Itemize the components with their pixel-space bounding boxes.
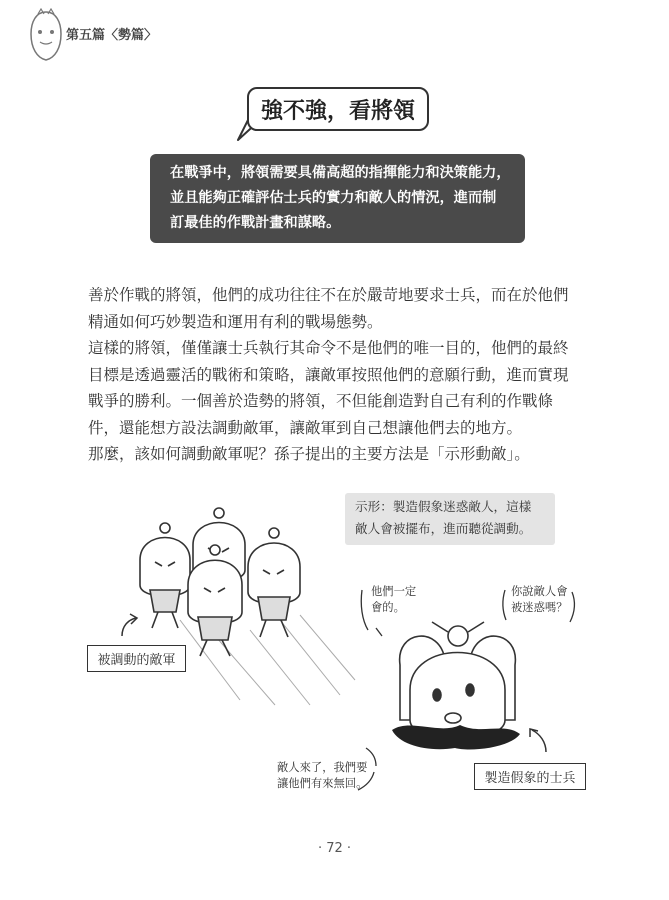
intro-box: [150, 154, 525, 243]
tip-box: [345, 493, 555, 545]
speech-line: 你說敵人會: [511, 585, 568, 598]
body-line: 目標是透過靈活的戰術和策略，讓敵軍按照他們的意願行動，進而實現: [88, 365, 569, 384]
speech-line: 他們一定: [371, 585, 417, 598]
fake-soldier-label: 製造假象的士兵: [474, 763, 586, 790]
tip-line: 示形：製造假象迷惑敵人，這樣: [355, 499, 532, 514]
tip-line: 敵人會被擺布，進而聽從調動。: [355, 521, 532, 536]
intro-line: 並且能夠正確評估士兵的實力和敵人的情況，進而制: [170, 190, 497, 206]
speech-text: [371, 584, 416, 616]
page-number: · 72 ·: [317, 841, 352, 856]
speech-text: [277, 760, 367, 792]
body-text: [88, 282, 588, 468]
body-line: 那麼，該如何調動敵軍呢？孫子提出的主要方法是「示形動敵」。: [88, 445, 530, 463]
body-line: 精通如何巧妙製造和運用有利的戰場態勢。: [88, 312, 383, 331]
body-line: 這樣的將領，僅僅讓士兵執行其命令不是他們的唯一目的，他們的最終: [88, 339, 569, 357]
enemy-label: 被調動的敵軍: [87, 645, 186, 672]
body-line: 戰爭的勝利。一個善於造勢的將領，不但能創造對自己有利的作戰條: [88, 392, 554, 410]
intro-line: 訂最佳的作戰計畫和謀略。: [170, 215, 341, 231]
speech-line: 會的。: [371, 601, 405, 614]
enemy-soldier: [188, 545, 242, 656]
speech-text: [511, 584, 568, 616]
section-title: 強不強，看將領: [247, 87, 429, 131]
body-line: 善於作戰的將領，他們的成功往往不在於嚴苛地要求士兵，而在於他們: [88, 286, 569, 304]
speech-line: 讓他們有來無回。: [277, 777, 368, 790]
owl-mascot-icon: [26, 8, 66, 64]
chapter-title: 第五篇〈勢篇〉: [66, 28, 158, 43]
enemy-soldier: [140, 523, 190, 628]
speech-line: 敵人來了，我們要: [277, 761, 368, 774]
speech-line: 被迷惑嗎？: [511, 601, 568, 614]
body-line: 件，還能想方設法調動敵軍，讓敵軍到自己想讓他們去的地方。: [88, 418, 523, 437]
intro-line: 在戰爭中，將領需要具備高超的指揮能力和決策能力，: [170, 165, 511, 181]
enemy-soldier: [193, 508, 245, 597]
enemy-soldier: [248, 528, 300, 637]
